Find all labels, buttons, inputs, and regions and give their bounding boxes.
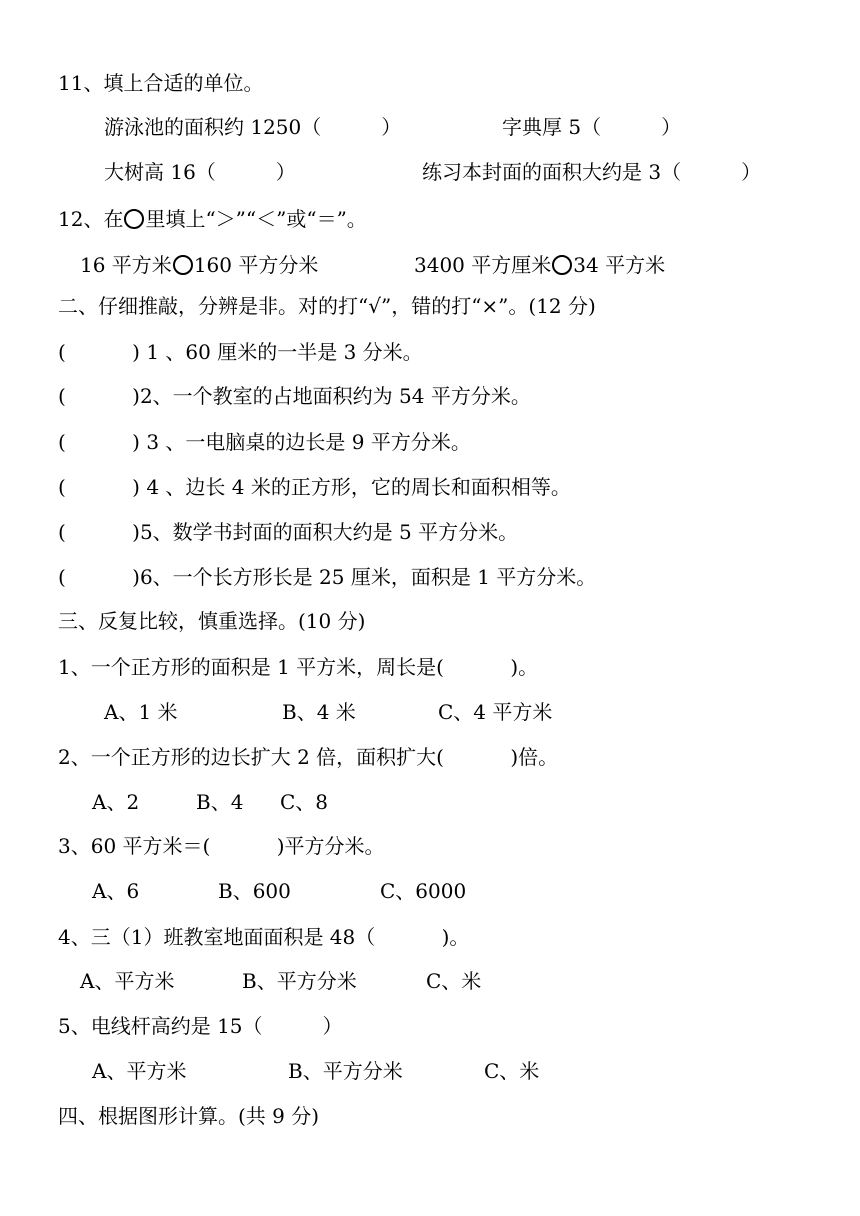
section-3-title: 三、反复比较，慎重选择。(10 分) <box>58 609 366 633</box>
choice-q5-stem: 5、电线杆高约是 15（ ） <box>58 1014 343 1038</box>
choice-q5-option-b: B、平方分米 <box>288 1059 403 1083</box>
q12-title-pre: 12、在 <box>58 207 124 231</box>
choice-q4-option-a: A、平方米 <box>80 969 175 993</box>
choice-q1-stem: 1、一个正方形的面积是 1 平方米，周长是( )。 <box>58 655 539 679</box>
judge-item-1: ( ) 1 、60 厘米的一半是 3 分米。 <box>58 340 423 364</box>
q11-item-dictionary-thickness: 字典厚 5（ ） <box>502 115 682 139</box>
choice-q4-stem: 4、三（1）班教室地面面积是 48（ )。 <box>58 925 470 949</box>
judge-item-4: ( ) 4 、边长 4 米的正方形，它的周长和面积相等。 <box>58 475 571 499</box>
q12-a-left: 16 平方米 <box>80 253 172 277</box>
q12-a-right: 160 平方分米 <box>193 253 319 277</box>
choice-q1-option-b: B、4 米 <box>282 700 356 724</box>
choice-q3-option-c: C、6000 <box>380 879 467 903</box>
choice-q2-option-b: B、4 <box>196 790 244 814</box>
q11-item-tree-height: 大树高 16（ ） <box>104 160 296 184</box>
circle-icon <box>173 255 193 275</box>
choice-q1-option-c: C、4 平方米 <box>438 700 553 724</box>
choice-q4-option-c: C、米 <box>426 969 482 993</box>
choice-q5-option-a: A、平方米 <box>92 1059 187 1083</box>
choice-q4-option-b: B、平方分米 <box>242 969 357 993</box>
q12-compare-b <box>414 252 665 278</box>
choice-q5-option-c: C、米 <box>484 1059 540 1083</box>
choice-q2-stem: 2、一个正方形的边长扩大 2 倍，面积扩大( )倍。 <box>58 745 559 769</box>
choice-q3-stem: 3、60 平方米＝( )平方分米。 <box>58 834 385 858</box>
judge-item-6: ( )6、一个长方形长是 25 厘米，面积是 1 平方分米。 <box>58 565 597 589</box>
q12-title-post: 里填上“＞”“＜”或“＝”。 <box>145 207 367 231</box>
section-2-title: 二、仔细推敲，分辨是非。对的打“√”，错的打“×”。(12 分) <box>58 294 596 318</box>
q12-b-right: 34 平方米 <box>573 253 666 277</box>
q11-item-pool-area: 游泳池的面积约 1250（ ） <box>104 115 402 139</box>
q12-title <box>58 206 367 232</box>
q12-b-left: 3400 平方厘米 <box>414 253 552 277</box>
section-4-title: 四、根据图形计算。(共 9 分) <box>58 1104 320 1128</box>
choice-q1-option-a: A、1 米 <box>104 700 178 724</box>
q11-title: 11、填上合适的单位。 <box>58 71 264 95</box>
judge-item-3: ( ) 3 、一电脑桌的边长是 9 平方分米。 <box>58 430 471 454</box>
choice-q2-option-c: C、8 <box>280 790 329 814</box>
judge-item-5: ( )5、数学书封面的面积大约是 5 平方分米。 <box>58 520 519 544</box>
circle-icon <box>124 209 144 229</box>
q12-compare-a <box>80 252 318 278</box>
choice-q3-option-a: A、6 <box>92 879 140 903</box>
choice-q3-option-b: B、600 <box>218 879 291 903</box>
choice-q2-option-a: A、2 <box>92 790 140 814</box>
circle-icon <box>552 255 572 275</box>
judge-item-2: ( )2、一个教室的占地面积约为 54 平方分米。 <box>58 384 531 408</box>
q11-item-notebook-area: 练习本封面的面积大约是 3（ ） <box>422 160 762 184</box>
